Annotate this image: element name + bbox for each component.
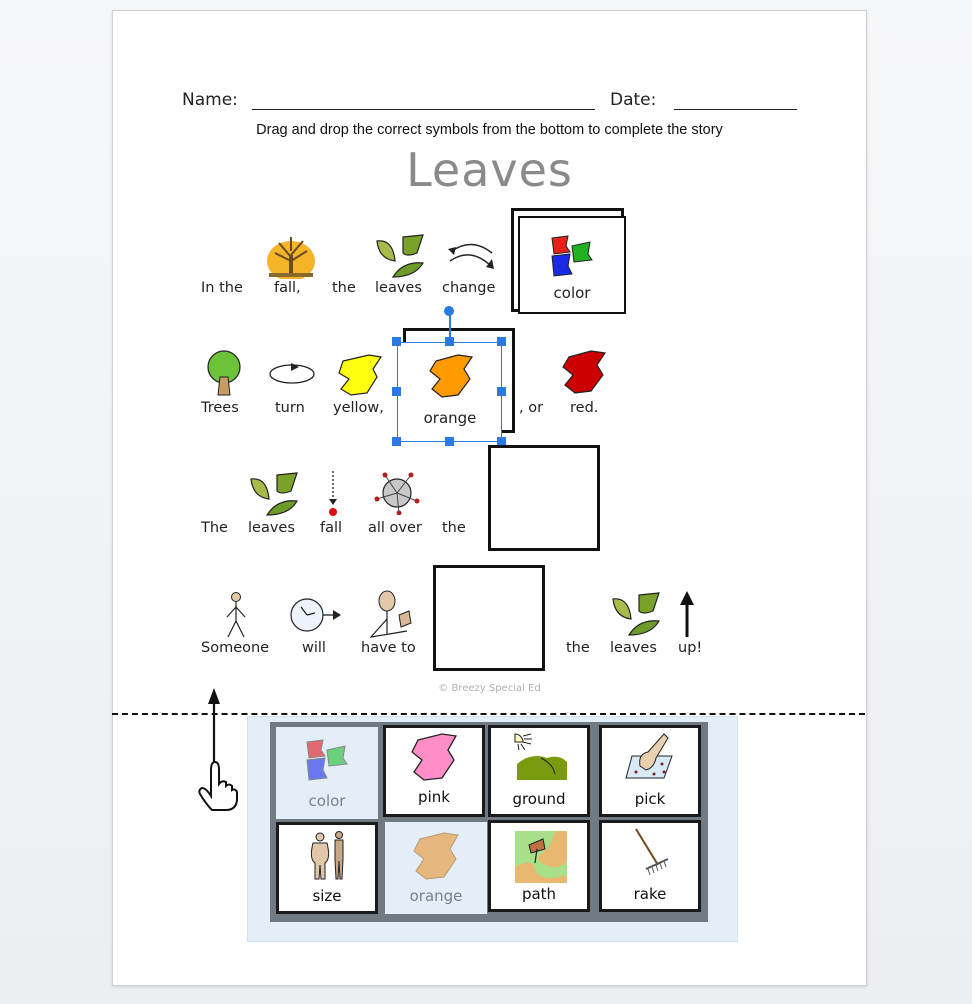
- bank-cell-label: ground: [512, 790, 566, 808]
- leaves-icon: [609, 591, 665, 637]
- yellow-blot-icon: [337, 353, 383, 397]
- story-word: The: [201, 520, 228, 536]
- story-word: leaves: [610, 640, 657, 656]
- answer-card-color[interactable]: [518, 216, 626, 314]
- bank-cell-label: color: [308, 792, 346, 810]
- bank-cell-rake[interactable]: [599, 820, 701, 912]
- leaves-icon: [373, 233, 429, 279]
- bank-cell-label: size: [312, 887, 342, 905]
- bank-cell-ground[interactable]: [488, 725, 590, 817]
- resize-handle-s[interactable]: [445, 437, 454, 446]
- story-word: the: [442, 520, 466, 536]
- story-word: Trees: [201, 400, 239, 416]
- all-over-icon: [371, 469, 423, 515]
- selection-box[interactable]: [397, 342, 502, 442]
- resize-handle-sw[interactable]: [392, 437, 401, 446]
- story-word: fall: [320, 520, 343, 536]
- bank-cell-label: pick: [634, 790, 666, 808]
- name-field[interactable]: [252, 109, 595, 110]
- resize-handle-ne[interactable]: [497, 337, 506, 346]
- orange-blot-icon: [412, 831, 460, 881]
- color-blots-icon: [548, 234, 596, 278]
- up-arrow-icon: [679, 589, 695, 639]
- bank-cell-color[interactable]: [276, 727, 378, 819]
- ground-icon: [511, 732, 569, 782]
- resize-handle-e[interactable]: [497, 387, 506, 396]
- color-blots-icon: [303, 738, 351, 782]
- rotate-handle[interactable]: [444, 306, 454, 316]
- story-word: change: [442, 280, 496, 296]
- story-word: yellow,: [333, 400, 384, 416]
- someone-icon: [223, 591, 249, 639]
- story-word: , or: [519, 400, 544, 416]
- story-word: the: [332, 280, 356, 296]
- fall-tree-icon: [265, 231, 317, 279]
- card-label: orange: [423, 409, 477, 427]
- bank-cell-label: path: [521, 885, 557, 903]
- resize-handle-nw[interactable]: [392, 337, 401, 346]
- pick-icon: [624, 732, 680, 782]
- resize-handle-w[interactable]: [392, 387, 401, 396]
- story-word: leaves: [248, 520, 295, 536]
- have-to-icon: [367, 589, 417, 641]
- page-title: Leaves: [406, 143, 573, 197]
- story-word: up!: [678, 640, 703, 656]
- resize-handle-n[interactable]: [445, 337, 454, 346]
- change-arrows-icon: [446, 239, 496, 273]
- fall-arrow-icon: [323, 469, 343, 519]
- red-blot-icon: [561, 349, 607, 395]
- instructions: Drag and drop the correct symbols from the bottom to complete the story: [256, 122, 723, 138]
- drag-hand-pointer-icon: [196, 686, 240, 814]
- turn-icon: [267, 361, 317, 385]
- date-field[interactable]: [674, 109, 797, 110]
- story-word: red.: [570, 400, 599, 416]
- bank-cell-pick[interactable]: [599, 725, 701, 817]
- bank-cell-label: rake: [633, 885, 667, 903]
- card-label: color: [553, 284, 591, 302]
- story-word: In the: [201, 280, 243, 296]
- story-word: turn: [275, 400, 305, 416]
- story-word: all over: [368, 520, 422, 536]
- story-word: Someone: [201, 640, 270, 656]
- story-word: leaves: [375, 280, 422, 296]
- pink-blot-icon: [410, 732, 458, 782]
- path-icon: [515, 831, 567, 883]
- bank-cell-pink[interactable]: [383, 725, 485, 817]
- bank-cell-orange[interactable]: [385, 822, 487, 914]
- date-label: Date:: [610, 90, 657, 110]
- story-word: the: [566, 640, 590, 656]
- bank-cell-label: pink: [418, 788, 450, 806]
- name-label: Name:: [182, 90, 238, 110]
- copyright: © Breezy Special Ed: [438, 683, 541, 694]
- leaves-icon: [247, 471, 303, 517]
- bank-cell-path[interactable]: [488, 820, 590, 912]
- bank-cell-label: orange: [409, 887, 463, 905]
- story-word: fall,: [274, 280, 301, 296]
- answer-slot-4[interactable]: [433, 565, 545, 671]
- size-icon: [309, 829, 349, 881]
- tree-icon: [201, 349, 247, 397]
- rake-icon: [630, 827, 674, 879]
- answer-slot-3[interactable]: [488, 445, 600, 551]
- bank-cell-size[interactable]: [276, 822, 378, 914]
- story-word: will: [302, 640, 326, 656]
- symbol-bank-grid: [270, 722, 708, 922]
- clock-future-icon: [289, 597, 345, 633]
- story-word: have to: [361, 640, 416, 656]
